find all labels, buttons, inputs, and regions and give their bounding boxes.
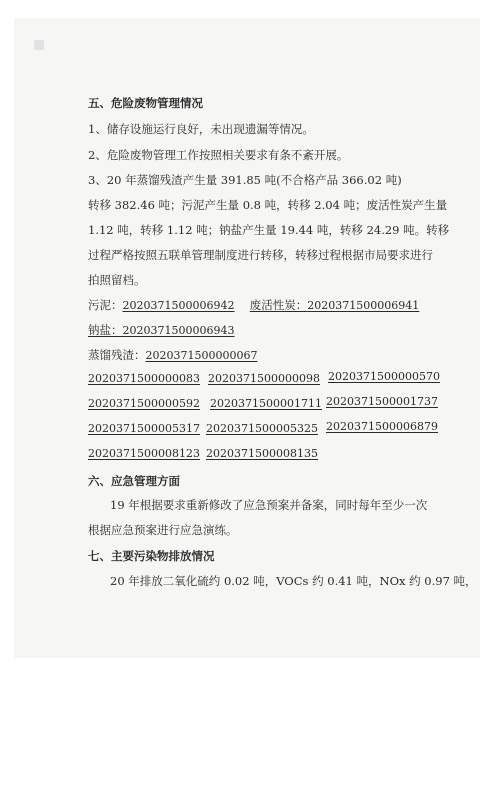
section7-paragraph-line1: 20 年排放二氧化硫约 0.02 吨，VOCs 约 0.41 吨，NOx 约 0.97 吨， <box>110 574 477 588</box>
residue-number: 2020371500001737 <box>326 395 438 408</box>
section6-paragraph-line2: 根据应急预案进行应急演练。 <box>88 523 238 537</box>
section5-heading: 五、危险废物管理情况 <box>88 96 203 110</box>
scan-mark <box>34 40 44 50</box>
salt-manifest-number: 2020371500006943 <box>122 324 235 337</box>
section7-heading: 七、主要污染物排放情况 <box>88 549 215 563</box>
section5-item1: 1、储存设施运行良好，未出现遗漏等情况。 <box>88 122 314 136</box>
manifest-line-salt <box>88 321 428 340</box>
residue-number: 2020371500000098 <box>208 372 320 385</box>
residue-manifest-number: 2020371500000067 <box>145 349 258 362</box>
carbon-label: 废活性炭： <box>249 298 308 312</box>
carbon-manifest-number: 2020371500006941 <box>307 299 420 312</box>
sludge-label: 污泥： <box>88 298 123 312</box>
residue-number: 2020371500000570 <box>328 370 440 383</box>
residue-number: 2020371500008123 <box>88 447 200 460</box>
section5-item3-line4: 过程严格按照五联单管理制度进行转移，转移过程根据市局要求进行 <box>88 248 433 262</box>
residue-number: 2020371500005317 <box>88 422 200 435</box>
residue-label: 蒸馏残渣： <box>88 348 146 362</box>
residue-number: 2020371500000083 <box>88 372 200 385</box>
residue-number: 2020371500001711 <box>210 397 322 410</box>
section5-item3-line3: 1.12 吨，转移 1.12 吨；钠盐产生量 19.44 吨，转移 24.29 吨。转移 <box>88 223 450 237</box>
manifest-line-sludge-carbon <box>88 296 428 315</box>
section6-heading: 六、应急管理方面 <box>88 474 180 488</box>
manifest-line-residue <box>88 346 428 365</box>
section5-item3-line2: 转移 382.46 吨；污泥产生量 0.8 吨，转移 2.04 吨；废活性炭产生量 <box>88 198 448 212</box>
salt-label: 钠盐： <box>88 323 123 337</box>
residue-number: 2020371500000592 <box>88 397 200 410</box>
section5-item3-line1: 3、20 年蒸馏残渣产生量 391.85 吨(不合格产品 366.02 吨) <box>88 173 402 187</box>
residue-number: 2020371500006879 <box>326 420 438 433</box>
section6-paragraph-line1: 19 年根据要求重新修改了应急预案并备案，同时每年至少一次 <box>110 498 428 512</box>
sludge-manifest-number: 2020371500006942 <box>122 299 235 312</box>
section5-item3-line5: 拍照留档。 <box>88 273 146 287</box>
residue-number: 2020371500005325 <box>206 422 318 435</box>
section5-item2: 2、危险废物管理工作按照相关要求有条不紊开展。 <box>88 148 349 162</box>
residue-number: 2020371500008135 <box>206 447 318 460</box>
